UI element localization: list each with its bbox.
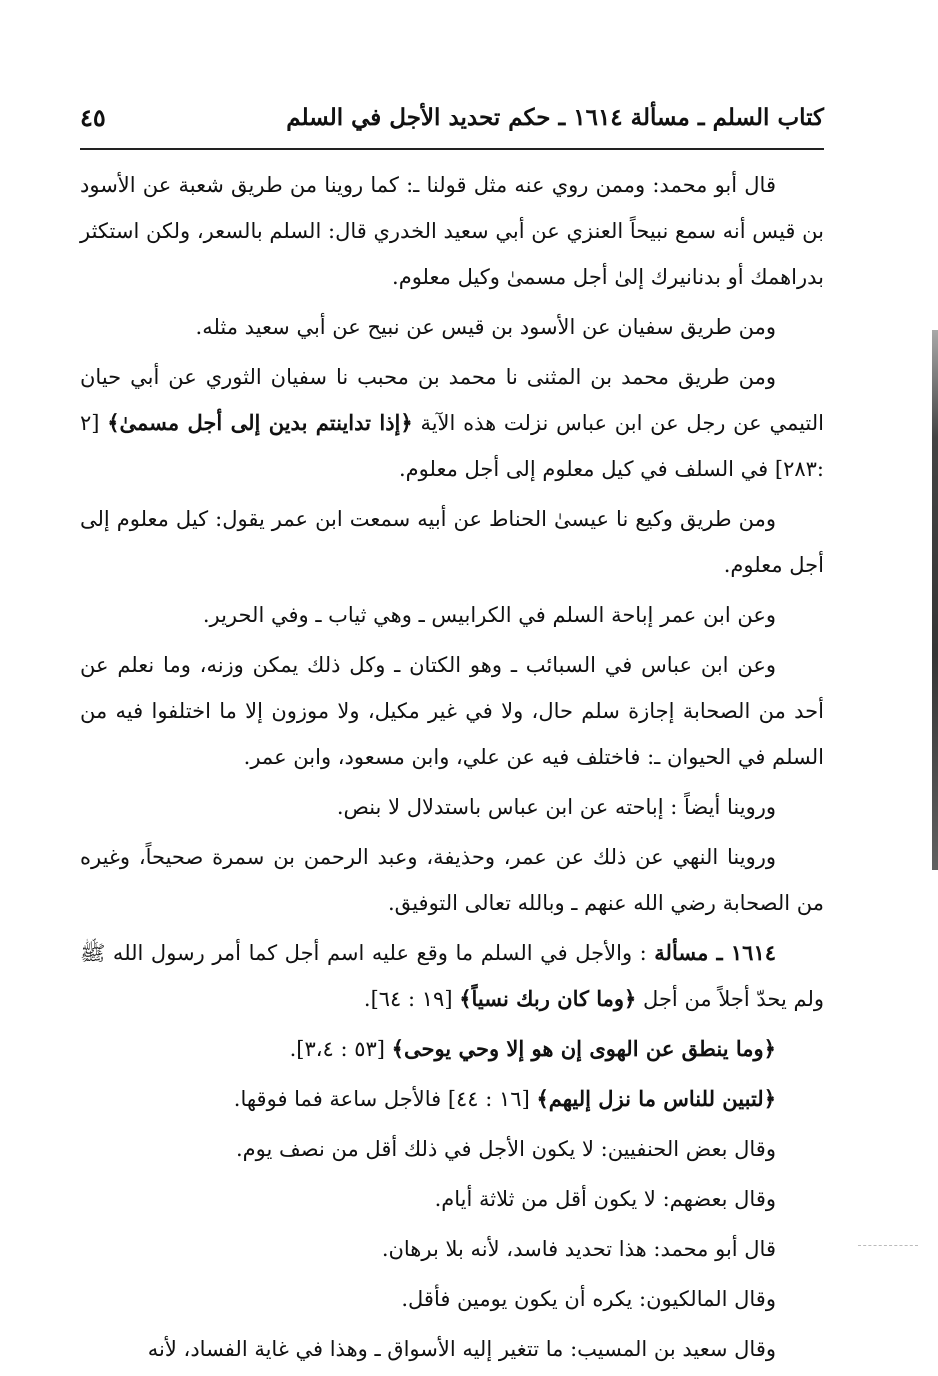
paragraph: [80, 1076, 824, 1122]
paragraph: [80, 1176, 824, 1222]
paragraph-text: وعن ابن عمر إباحة السلم في الكرابيس ـ وهي ثياب ـ وفي الحرير.: [202, 603, 776, 627]
paragraph: [80, 1326, 824, 1372]
paragraph-text: [٥٣ : ٣،٤].: [289, 1037, 392, 1061]
paragraph-text: وعن ابن عباس في السبائب ـ وهو الكتان ـ وكل ذلك يمكن وزنه، وما نعلم عن أحد من الصحابة إجازة سلم حال، ولا في غير مكيل، ولا موزون إلا ما اختلفوا فيه من السلم في الحيوان ـ: فاختلف فيه عن علي، وابن مسعود، وابن عمر.: [80, 653, 824, 769]
paragraph: [80, 496, 824, 588]
paragraph: [80, 1276, 824, 1322]
paragraph-text: [١٩ : ٦٤].: [363, 987, 460, 1011]
quran-verse: ﴿إذا تداينتم بدين إلى أجل مسمىٰ﴾: [107, 410, 413, 435]
paragraph: [80, 1026, 824, 1072]
paragraph-text: وروينا أيضاً : إباحته عن ابن عباس باستدلال لا بنص.: [336, 795, 776, 819]
paragraph-text: وقال المالكيون: يكره أن يكون يومين فأقل.: [401, 1287, 776, 1311]
paragraph: [80, 834, 824, 926]
paragraph: [80, 162, 824, 300]
scan-edge-shadow: [932, 330, 938, 870]
quran-verse: ﴿وما كان ربك نسياً﴾: [459, 986, 637, 1011]
paragraph: [80, 1126, 824, 1172]
issue-number: ١٦١٤ ـ مسألة: [654, 940, 777, 965]
paragraph: [80, 592, 824, 638]
paragraph-text: ومن طريق وكيع نا عيسىٰ الحناط عن أبيه سمعت ابن عمر يقول: كيل معلوم إلى أجل معلوم.: [80, 507, 824, 577]
page-body: [80, 162, 824, 1376]
scan-artifact: [858, 1245, 918, 1247]
paragraph-text: وروينا النهي عن ذلك عن عمر، وحذيفة، وعبد الرحمن بن سمرة صحيحاً، وغيره من الصحابة رضي الله عنهم ـ وبالله تعالى التوفيق.: [80, 845, 824, 915]
running-title: كتاب السلم ـ مسألة ١٦١٤ ـ حكم تحديد الأجل في السلم: [286, 103, 824, 131]
paragraph-text: ومن طريق سفيان عن الأسود بن قيس عن نبيح عن أبي سعيد مثله.: [195, 315, 776, 339]
paragraph: [80, 930, 824, 1022]
paragraph: [80, 1226, 824, 1272]
paragraph: [80, 354, 824, 492]
paragraph-text: وقال سعيد بن المسيب: ما تتغير إليه الأسواق ـ وهذا في غاية الفساد، لأنه: [147, 1337, 776, 1361]
paragraph-text: وقال بعض الحنفيين: لا يكون الأجل في ذلك أقل من نصف يوم.: [235, 1137, 776, 1161]
paragraph-text: : والأجل في السلم ما وقع عليه اسم أجل كما أمر رسول الله ﷺ ولم يحدّ أجلاً من أجل: [80, 941, 824, 1011]
paragraph: [80, 784, 824, 830]
page-header: [80, 92, 824, 142]
header-rule: [80, 148, 824, 150]
paragraph-text: قال أبو محمد: هذا تحديد فاسد، لأنه بلا برهان.: [381, 1237, 776, 1261]
paragraph-text: وقال بعضهم: لا يكون أقل من ثلاثة أيام.: [434, 1187, 776, 1211]
paragraph: [80, 642, 824, 780]
page-number: ٤٥: [80, 102, 106, 132]
quran-verse: ﴿لتبين للناس ما نزل إليهم﴾: [536, 1086, 776, 1111]
quran-verse: ﴿وما ينطق عن الهوى إن هو إلا وحي يوحى﴾: [391, 1036, 776, 1061]
paragraph-text: [٢ :٢٨٣] في السلف في كيل معلوم إلى أجل معلوم.: [80, 411, 824, 481]
paragraph-text: قال أبو محمد: وممن روي عنه مثل قولنا ـ: كما روينا من طريق شعبة عن الأسود بن قيس أنه سمع نبيحاً العنزي عن أبي سعيد الخدري قال: السلم بالسعر، ولكن استكثر بدراهمك أو بدنانيرك إلىٰ أجل مسمىٰ وكيل معلوم.: [80, 173, 824, 289]
paragraph: [80, 304, 824, 350]
paragraph-text: [١٦ : ٤٤] فالأجل ساعة فما فوقها.: [233, 1087, 537, 1111]
paragraph-text: ومن طريق محمد بن المثنى نا محمد بن محبب نا سفيان الثوري عن أبي حيان التيمي عن رجل عن ابن عباس نزلت هذه الآية: [80, 365, 824, 435]
